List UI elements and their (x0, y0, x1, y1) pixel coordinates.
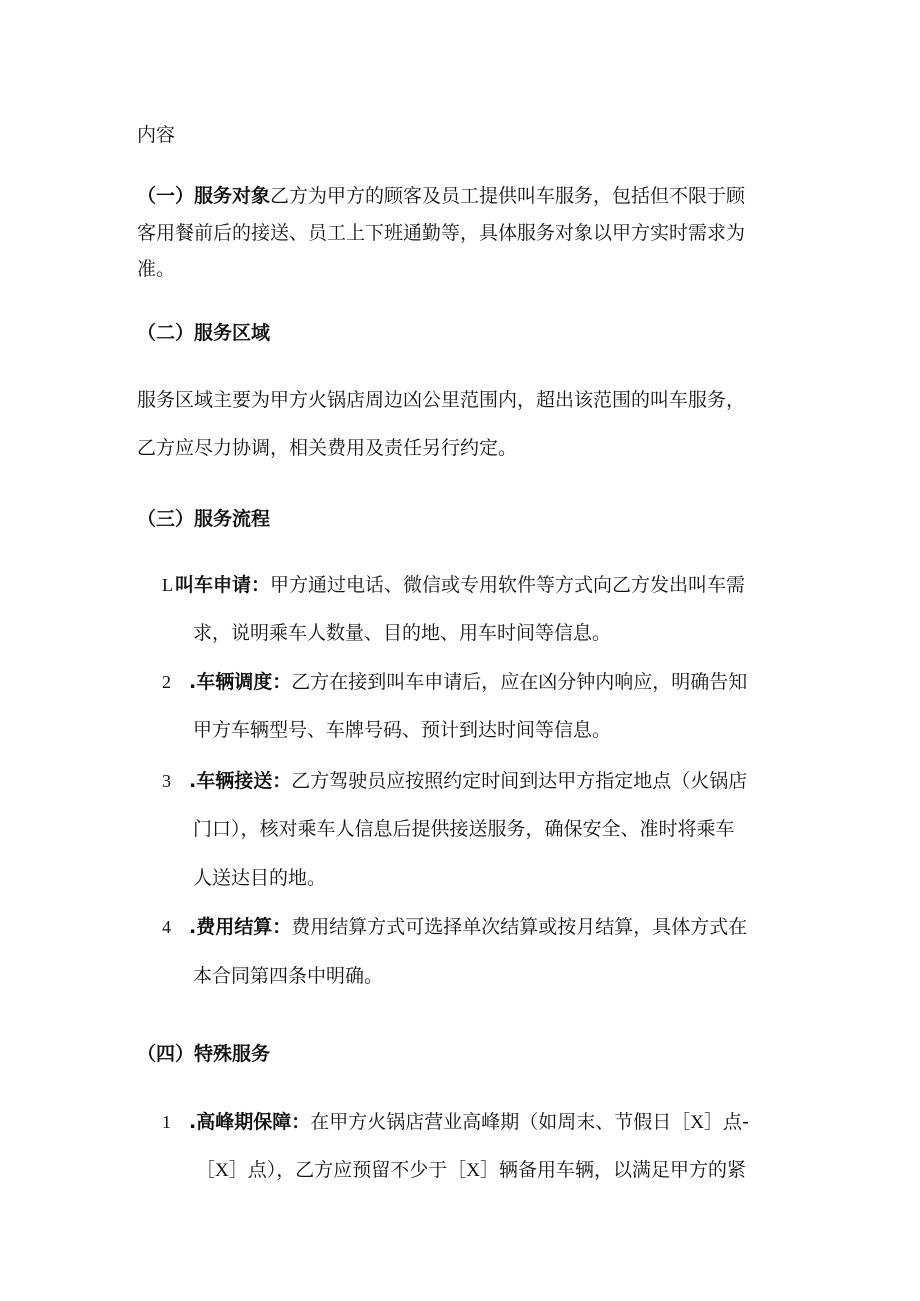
list-item-label: .车辆调度： (189, 671, 292, 693)
list-item-label: .高峰期保障： (189, 1111, 311, 1133)
list-item-number: 4 (162, 917, 171, 937)
section-2-line-1: 服务区域主要为甲方火锅店周边凶公里范围内，超出该范围的叫车服务， (137, 389, 746, 411)
section-2-line-2: 乙方应尽力协调，相关费用及责任另行约定。 (137, 437, 518, 459)
list-item-number: 2 (162, 672, 171, 692)
list-item-continuation: 甲方车辆型号、车牌号码、预计到达时间等信息。 (193, 719, 612, 741)
list-item-line (189, 915, 747, 939)
list-item-label: .费用结算： (189, 916, 292, 938)
placeholder-field: ［X］ (447, 1160, 499, 1181)
list-item-continuation (196, 1158, 746, 1183)
section-1-line-2: 客用餐前后的接送、员工上下班通勤等，具体服务对象以甲方实时需求为 (137, 222, 746, 244)
section-3-title: （三）服务流程 (137, 508, 271, 530)
placeholder-field: ［X］ (671, 1112, 723, 1133)
list-item-line (189, 769, 747, 793)
list-item-label: 叫车申请： (175, 574, 271, 596)
list-item-number: 3 (162, 771, 171, 791)
list-item-text: 在甲方火锅店营业高峰期（如周末、节假日 (310, 1111, 672, 1133)
list-item-continuation: 本合同第四条中明确。 (193, 965, 384, 987)
list-item-text: 点），乙方应预留不少于 (247, 1159, 448, 1181)
section-1-line-3: 准。 (137, 258, 176, 280)
list-item-text: 乙方驾驶员应按照约定时间到达甲方指定地点（火锅店 (291, 770, 748, 792)
list-item-number: 1 (162, 1112, 171, 1132)
list-item-continuation: 求，说明乘车人数量、目的地、用车时间等信息。 (193, 622, 612, 644)
section-1-line-1 (137, 184, 745, 208)
list-item-label: .车辆接送： (189, 770, 292, 792)
list-item-continuation: 人送达目的地。 (193, 867, 327, 889)
section-4-title: （四）特殊服务 (137, 1043, 271, 1065)
list-item-text: 费用结算方式可选择单次结算或按月结算，具体方式在 (291, 916, 748, 938)
list-item-line (175, 573, 745, 597)
list-item-text: 甲方通过电话、微信或专用软件等方式向乙方发出叫车需 (270, 574, 746, 596)
list-item-line (189, 670, 747, 694)
list-item-number: L (162, 575, 173, 595)
section-2-title: （二）服务区域 (137, 322, 271, 344)
list-item-text: 点- (722, 1111, 749, 1133)
section-1-text: 乙方为甲方的顾客及员工提供叫车服务，包括但不限于顾 (270, 185, 746, 207)
list-item-continuation: 门口），核对乘车人信息后提供接送服务，确保安全、准时将乘车 (193, 818, 735, 840)
list-item-text: 乙方在接到叫车申请后，应在凶分钟内响应，明确告知 (291, 671, 748, 693)
document-heading: 内容 (137, 124, 176, 146)
list-item-text: 辆备用车辆，以满足甲方的紧 (498, 1159, 746, 1181)
list-item-line (189, 1110, 749, 1135)
placeholder-field: ［X］ (196, 1160, 248, 1181)
section-1-title: （一）服务对象 (137, 185, 271, 207)
